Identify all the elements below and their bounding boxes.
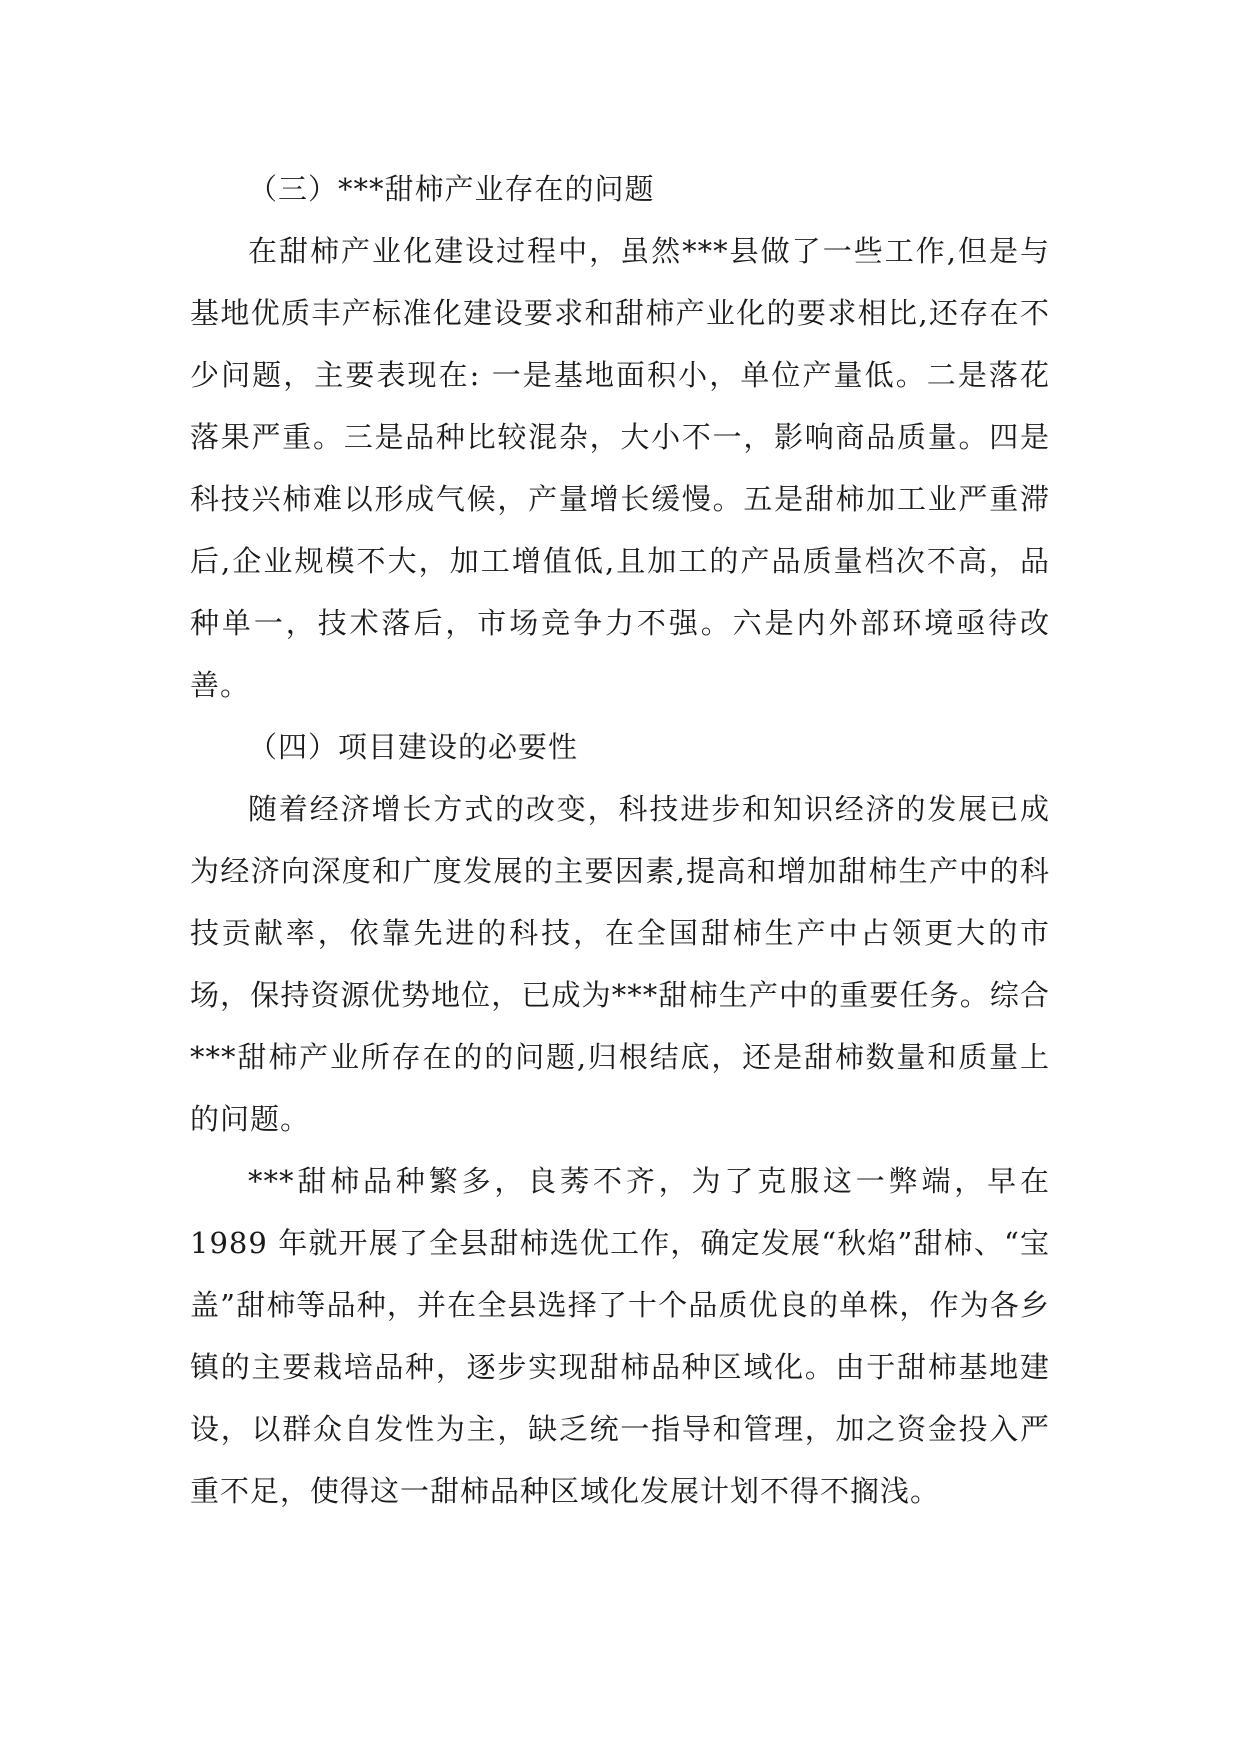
section-3-paragraph-1: 在甜柿产业化建设过程中，虽然***县做了一些工作,但是与基地优质丰产标准化建设要求和甜柿产业化的要求相比,还存在不少问题，主要表现在: 一是基地面积小，单位产量低。二是落花落果严重。三是品种比较混杂，大小不一，影响商品质量。四是科技兴柿难以形成气候，产量增长缓慢。五是甜柿加工业严重滞后,企业规模不大，加工增值低,且加工的产品质量档次不高，品种单一，技术落后，市场竞争力不强。六是内外部环境亟待改善。 (190, 234, 1050, 702)
section-heading-4: （四）项目建设的必要性 (248, 730, 579, 764)
document-body (190, 158, 1050, 1522)
section-heading-3: （三）***甜柿产业存在的问题 (248, 172, 655, 206)
section-4-paragraph-2: ***甜柿品种繁多，良莠不齐，为了克服这一弊端，早在 1989 年就开展了全县甜柿选优工作，确定发展“秋焰”甜柿、“宝盖”甜柿等品种，并在全县选择了十个品质优良的单株，作为各乡镇的主要栽培品种，逐步实现甜柿品种区域化。由于甜柿基地建设，以群众自发性为主，缺乏统一指导和管理，加之资金投入严重不足，使得这一甜柿品种区域化发展计划不得不搁浅。 (190, 1164, 1050, 1508)
section-4-paragraph-1: 随着经济增长方式的改变，科技进步和知识经济的发展已成为经济向深度和广度发展的主要因素,提高和增加甜柿生产中的科技贡献率，依靠先进的科技，在全国甜柿生产中占领更大的市场，保持资源优势地位，已成为***甜柿生产中的重要任务。综合***甜柿产业所存在的的问题,归根结底，还是甜柿数量和质量上的问题。 (190, 792, 1050, 1136)
